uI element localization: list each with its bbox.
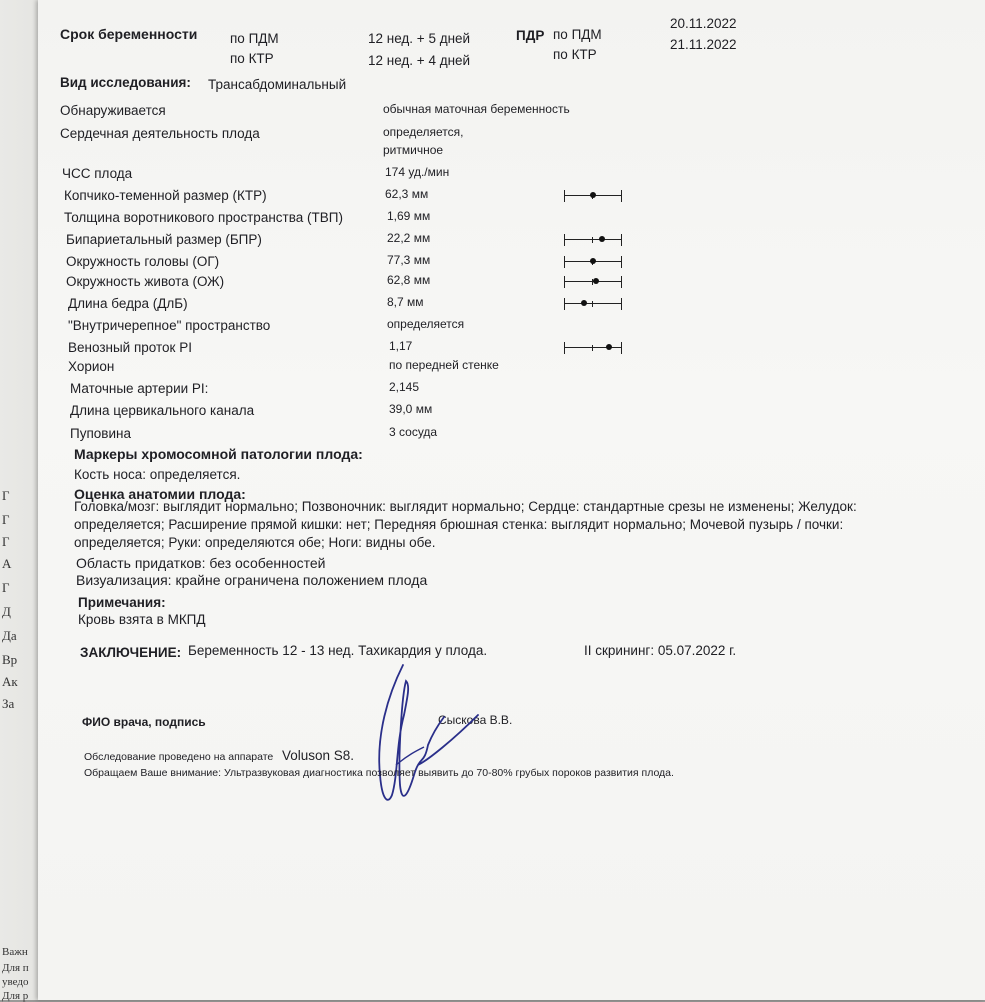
reference-range-marker bbox=[564, 190, 622, 202]
disclaimer-text: Обращаем Ваше внимание: Ультразвуковая диагностика позволяет выявить до 70-80% грубых пороков развития плода. bbox=[84, 767, 674, 779]
under-fragment: За bbox=[2, 696, 15, 711]
row-value: обычная маточная беременность bbox=[383, 102, 570, 116]
row-label: "Внутричерепное" пространство bbox=[68, 318, 271, 333]
row-value: 8,7 мм bbox=[387, 295, 424, 309]
anatomy-line-2: определяется; Расширение прямой кишки: нет; Передняя брюшная стенка: выглядит нормально; Мочевой пузырь / почки: bbox=[74, 517, 844, 532]
ktr-label: по КТР bbox=[230, 51, 274, 66]
row-label: Венозный проток PI bbox=[68, 340, 192, 355]
pdm-value: 12 нед. + 5 дней bbox=[368, 31, 471, 46]
under-fragment: уведо bbox=[2, 976, 29, 988]
row-label: Пуповина bbox=[70, 426, 131, 441]
under-fragment: Г bbox=[2, 580, 10, 595]
measurement-dot bbox=[590, 192, 596, 198]
row-value: 174 уд./мин bbox=[385, 165, 450, 179]
visualization-text: Визуализация: крайне ограничена положением плода bbox=[76, 572, 428, 588]
row-label: Маточные артерии PI: bbox=[70, 381, 209, 396]
pdm-label: по ПДМ bbox=[230, 31, 279, 46]
pdr-ktr-date: 21.11.2022 bbox=[670, 37, 737, 52]
under-fragment: Г bbox=[2, 534, 10, 549]
measurement-dot bbox=[599, 236, 605, 242]
row-value: определяется bbox=[387, 317, 465, 331]
row-label: Длина бедра (ДлБ) bbox=[68, 296, 188, 311]
row-value: определяется, bbox=[383, 125, 464, 139]
device-name: Voluson S8. bbox=[282, 748, 355, 763]
reference-range-marker bbox=[564, 298, 622, 310]
measurement-dot bbox=[593, 278, 599, 284]
under-fragment: Вр bbox=[2, 652, 18, 667]
under-fragment: Для р bbox=[2, 990, 29, 1002]
anatomy-line-3: определяется; Руки: определяются обе; Ноги: видны обе. bbox=[74, 535, 436, 550]
pdr-pdm-date: 20.11.2022 bbox=[670, 16, 737, 31]
under-fragment: Д bbox=[2, 604, 11, 619]
row-value: 62,8 мм bbox=[387, 273, 431, 287]
row-value-line2: ритмичное bbox=[383, 143, 444, 157]
row-label: Копчико-теменной размер (КТР) bbox=[64, 188, 267, 203]
row-value: 1,17 bbox=[389, 339, 413, 353]
term-label: Срок беременности bbox=[60, 26, 198, 42]
device-prefix: Обследование проведено на аппарате bbox=[84, 751, 274, 763]
appendages-text: Область придатков: без особенностей bbox=[76, 555, 326, 571]
doctor-label: ФИО врача, подпись bbox=[82, 715, 206, 729]
doctor-name: Сыскова В.В. bbox=[438, 713, 513, 727]
row-value: 2,145 bbox=[389, 380, 420, 394]
screening-date: II скрининг: 05.07.2022 г. bbox=[584, 643, 737, 658]
measurement-dot bbox=[581, 300, 587, 306]
row-value: по передней стенке bbox=[389, 358, 499, 372]
reference-range-marker bbox=[564, 276, 622, 288]
row-value: 39,0 мм bbox=[389, 402, 433, 416]
conclusion-text: Беременность 12 - 13 нед. Тахикардия у плода. bbox=[188, 643, 488, 658]
reference-range-marker bbox=[564, 342, 622, 354]
nose-bone-text: Кость носа: определяется. bbox=[74, 467, 241, 482]
reference-range-marker bbox=[564, 234, 622, 246]
exam-type-value: Трансабдоминальный bbox=[208, 77, 347, 92]
report-page bbox=[38, 0, 985, 1000]
row-value: 1,69 мм bbox=[387, 209, 431, 223]
under-fragment: Для п bbox=[2, 962, 29, 974]
under-fragment: Г bbox=[2, 488, 10, 503]
exam-type-label: Вид исследования: bbox=[60, 75, 191, 90]
row-value: 77,3 мм bbox=[387, 253, 431, 267]
row-label: Хорион bbox=[68, 359, 115, 374]
row-value: 22,2 мм bbox=[387, 231, 431, 245]
row-label: Сердечная деятельность плода bbox=[60, 126, 260, 141]
row-value: 62,3 мм bbox=[385, 187, 429, 201]
notes-text: Кровь взята в МКПД bbox=[78, 612, 206, 627]
signature-icon bbox=[358, 655, 498, 815]
under-fragment: Важн bbox=[2, 946, 28, 958]
measurement-dot bbox=[606, 344, 612, 350]
under-fragment: Г bbox=[2, 512, 10, 527]
reference-range-marker bbox=[564, 256, 622, 268]
anatomy-line-1: Головка/мозг: выглядит нормально; Позвоночник: выглядит нормально; Сердце: стандартные срезы не изменены; Желудок: bbox=[74, 499, 857, 514]
row-label: Окружность живота (ОЖ) bbox=[66, 274, 225, 289]
row-label: ЧСС плода bbox=[62, 166, 133, 181]
row-label: Бипариетальный размер (БПР) bbox=[66, 232, 262, 247]
row-label: Обнаруживается bbox=[60, 103, 166, 118]
anatomy-title: Оценка анатомии плода: bbox=[74, 486, 246, 502]
row-label: Длина цервикального канала bbox=[70, 403, 255, 418]
conclusion-label: ЗАКЛЮЧЕНИЕ: bbox=[80, 645, 182, 660]
pdr-pdm-label: по ПДМ bbox=[553, 27, 602, 42]
notes-title: Примечания: bbox=[78, 595, 166, 610]
markers-title: Маркеры хромосомной патологии плода: bbox=[74, 446, 363, 462]
ktr-value: 12 нед. + 4 дней bbox=[368, 53, 471, 68]
measurement-dot bbox=[590, 258, 596, 264]
row-label: Толщина воротникового пространства (ТВП) bbox=[64, 210, 343, 225]
pdr-label: ПДР bbox=[516, 28, 545, 43]
under-fragment: Да bbox=[2, 628, 17, 643]
under-fragment: Ак bbox=[2, 674, 18, 689]
row-value: 3 сосуда bbox=[389, 425, 438, 439]
under-fragment: А bbox=[2, 556, 12, 571]
row-label: Окружность головы (ОГ) bbox=[66, 254, 220, 269]
pdr-ktr-label: по КТР bbox=[553, 47, 597, 62]
